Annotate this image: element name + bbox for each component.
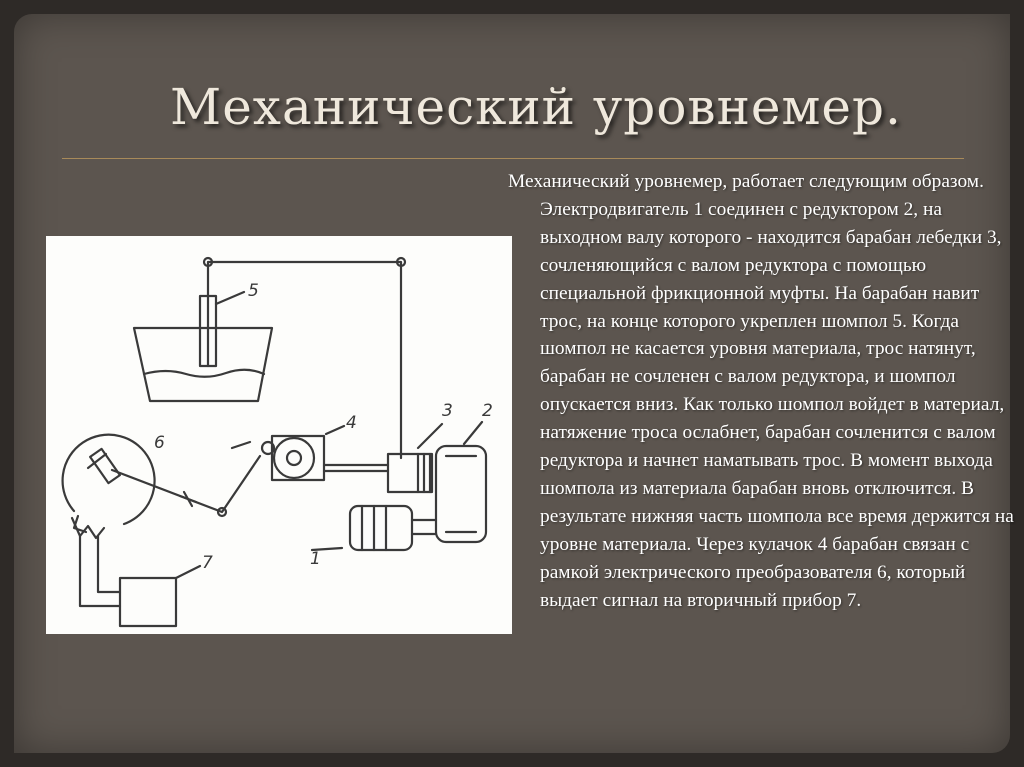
drum-3 <box>388 454 432 492</box>
label-6: 6 <box>154 433 165 453</box>
level-gauge-diagram <box>46 236 512 634</box>
linkage <box>112 456 260 512</box>
label-4: 4 <box>346 413 357 433</box>
device-7 <box>120 578 176 626</box>
label-7: 7 <box>202 553 213 573</box>
label-1: 1 <box>310 549 321 569</box>
diagram-drawing <box>46 236 512 634</box>
material-container <box>134 328 272 401</box>
label-2: 2 <box>482 401 493 421</box>
converter-6 <box>63 435 155 524</box>
description-text: Механический уровнемер, работает следующим образом. Электродвигатель 1 соединен с редуктором 2, на выходном валу которого - находится барабан лебедки 3, сочленяющийся с валом редуктора с помощью специальной фрикционной муфты. На барабан навит трос, на конце которого укреплен шомпол 5. Когда шомпол не касается уровня материала, трос натянут, барабан не сочленен с валом редуктора, и шомпол опускается вниз. Как только шомпол войдет в материал, натяжение троса ослабнет, барабан сочленится с валом редуктора и начнет наматывать трос. В момент выхода шомпола из материала барабан вновь отключится. В результате нижняя часть шомпола все время держится на уровне материала. Через кулачок 4 барабан связан с рамкой электрического преобразователя 6, который выдает сигнал на вторичный прибор 7. <box>508 171 1014 611</box>
cable <box>208 262 401 458</box>
cam-4 <box>274 438 314 478</box>
signal-wires <box>80 536 120 606</box>
slide-title: Механический уровнемер. <box>170 78 902 136</box>
label-5: 5 <box>248 281 259 301</box>
reducer-2 <box>436 446 486 542</box>
title-divider <box>62 158 964 159</box>
motor-1 <box>350 506 412 550</box>
material-surface <box>144 370 264 377</box>
label-3: 3 <box>442 401 453 421</box>
